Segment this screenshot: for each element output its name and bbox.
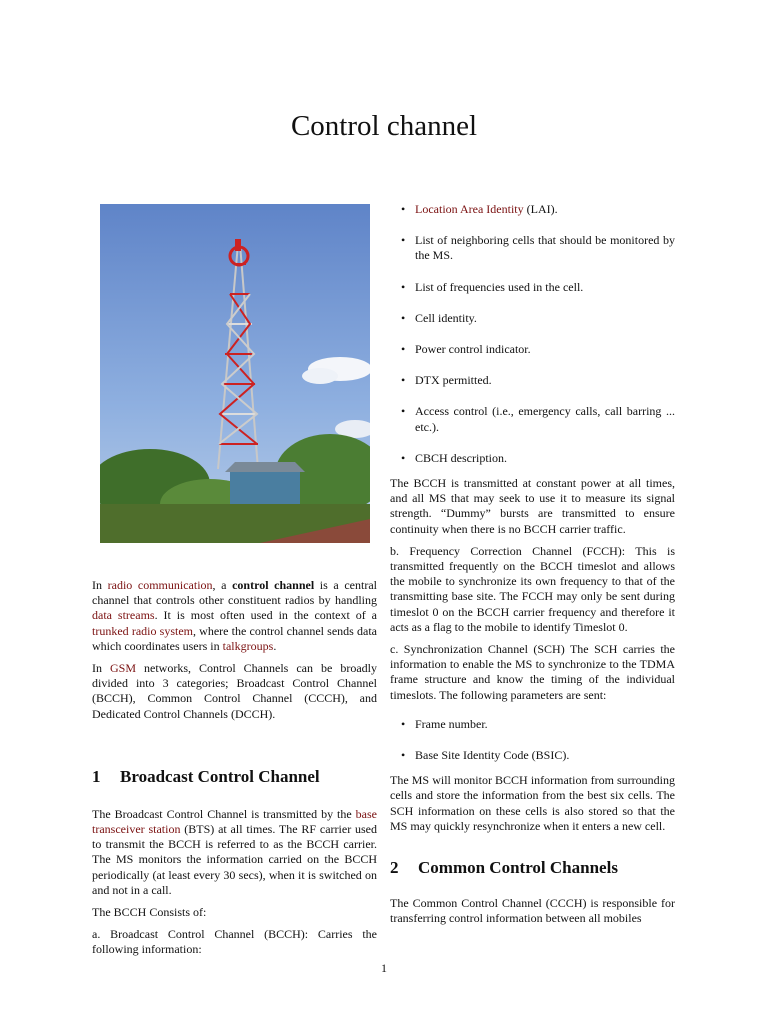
list-item — [390, 233, 675, 263]
bcch-paragraph — [92, 807, 377, 898]
section-1-number: 1 — [92, 766, 101, 786]
list-item — [390, 404, 675, 434]
section-2-title: Common Control Channels — [418, 858, 618, 878]
page-title: Control channel — [290, 110, 478, 142]
text-run: . — [273, 638, 277, 653]
text-run: is a central channel that controls other constituent radios by handling — [92, 578, 377, 608]
list-item — [390, 373, 675, 388]
bold-term: control channel — [232, 578, 315, 592]
list-item-text: List of neighboring cells that should be monitored by the MS. — [415, 233, 675, 263]
text-run: , where the control channel sends data which coordinates users in — [92, 623, 377, 653]
list-item: • Frame number. — [390, 717, 675, 732]
gsm-paragraph — [92, 661, 377, 722]
list-item-text: List of frequencies used in the cell. — [415, 279, 584, 294]
sch-paragraph: c. Synchronization Channel (SCH) The SCH carries the information to enable the MS to synchronize to the TDMA frame structure and know the timing of the individual timeslots. The following parameters are sent: — [390, 642, 675, 702]
section-1-title: Broadcast Control Channel — [120, 766, 320, 786]
left-column — [92, 578, 377, 965]
section-2-heading — [390, 858, 675, 878]
cell-tower-photo — [100, 204, 370, 543]
text-run: networks, Control Channels can be broadly divided into 3 categories; Broadcast Control Channel (BCCH), Common Control Channel (CCCH), and Dedicated Control Channels (DCCH). — [92, 661, 377, 721]
bcch-a-paragraph: a. Broadcast Control Channel (BCCH): Carries the following information: — [92, 927, 377, 957]
list-item-text: Power control indicator. — [415, 342, 531, 357]
list-item-text: (LAI). — [523, 202, 558, 216]
section-2-number: 2 — [390, 858, 399, 878]
monitor-paragraph: The MS will monitor BCCH information from surrounding cells and store the information from the best six cells. The SCH information on these cells is also stored so that the MS may quickly resynchronize when it enters a new cell. — [390, 773, 675, 833]
text-run: In — [92, 578, 108, 592]
text-run: . It is most often used in the context of a — [154, 608, 377, 623]
ccch-paragraph: The Common Control Channel (CCCH) is responsible for transferring control information between all mobiles — [390, 896, 675, 926]
list-item-text: CBCH description. — [415, 450, 507, 465]
bcch-power-paragraph: The BCCH is transmitted at constant power at all times, and all MS that may seek to use it to measure its signal strength. “Dummy” bursts are transmitted to ensure continuity when there is no BCCH carrier traffic. — [390, 476, 675, 536]
page-number: 1 — [381, 961, 387, 975]
list-item-text: Access control (i.e., emergency calls, call barring ... etc.). — [415, 404, 675, 434]
inline-link[interactable]: data streams — [92, 608, 155, 623]
text-run: (BTS) at all times. The RF carrier used to transmit the BCCH is referred to as the BCCH carrier. The MS monitors the information carried on the BCCH periodically (at least every 30 secs), when it is switched on and not in a call. — [92, 822, 377, 897]
text-run: In — [92, 661, 110, 676]
section-1-heading — [92, 767, 377, 787]
text-run: , a — [212, 578, 233, 592]
bcch-consists-paragraph: The BCCH Consists of: — [92, 905, 207, 920]
list-item-text: Cell identity. — [415, 310, 477, 325]
inline-link[interactable]: radio communication — [107, 578, 213, 592]
list-item-text: DTX permitted. — [415, 373, 492, 388]
list-item — [390, 280, 675, 295]
inline-link[interactable]: base transceiver station — [92, 806, 377, 837]
inline-link[interactable]: trunked radio system — [92, 623, 193, 638]
list-item — [390, 342, 675, 357]
fcch-paragraph: b. Frequency Correction Channel (FCCH): This is transmitted frequently on the BCCH timeslot and allows the mobile to synchronize its own frequency to that of the transmitting base site. The FCCH may only be sent during timeslot 0 on the BCCH carrier frequency and therefore it acts as a flag to the mobile to identify Timeslot 0. — [390, 543, 675, 634]
right-column — [390, 202, 675, 934]
bcch-info-list — [390, 202, 675, 466]
sch-params-list — [390, 717, 675, 763]
list-item — [390, 311, 675, 326]
inline-link[interactable]: talkgroups — [222, 638, 274, 653]
intro-paragraph — [92, 578, 377, 654]
list-item: • Base Site Identity Code (BSIC). — [390, 748, 675, 763]
list-item — [390, 202, 675, 217]
list-item — [390, 451, 675, 466]
inline-link[interactable]: Location Area Identity — [415, 202, 524, 216]
text-run: The Broadcast Control Channel is transmitted by the — [92, 806, 356, 821]
inline-link[interactable]: GSM — [110, 661, 137, 676]
